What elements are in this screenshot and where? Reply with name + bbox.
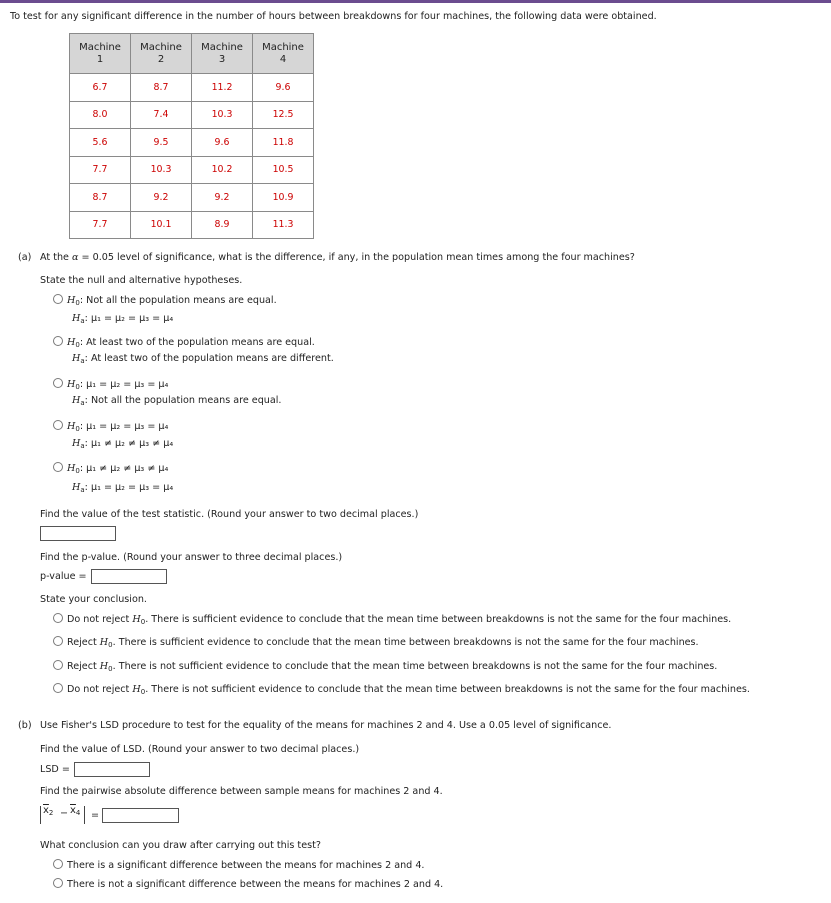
test-statistic-prompt: Find the value of the test statistic. (Round your answer to two decimal places.) (40, 509, 419, 520)
table-cell: 10.3 (192, 101, 253, 129)
table-row (70, 74, 314, 102)
table-cell: 8.7 (131, 74, 192, 102)
test-statistic-input[interactable] (40, 526, 116, 541)
table-cell: 11.3 (253, 211, 314, 239)
radio-button[interactable] (53, 378, 63, 388)
table-row (70, 101, 314, 129)
hypothesis-option-3[interactable]: $H_0$: μ₁ = μ₂ = μ₃ = μ₄ (53, 378, 168, 391)
radio-button[interactable] (53, 613, 63, 623)
intro-text: To test for any significant difference in the number of hours between breakdowns for four machines, the following data were obtained. (10, 11, 657, 22)
table-cell: 9.6 (192, 129, 253, 157)
radio-button[interactable] (53, 660, 63, 670)
table-cell: 9.5 (131, 129, 192, 157)
xbar-2: $\overline{x}_2$ (43, 805, 54, 817)
table-cell: 10.3 (131, 156, 192, 184)
table-row (70, 156, 314, 184)
machine-data-table (69, 33, 314, 239)
conclusion-option-3[interactable]: Reject $H_0$. There is not sufficient evidence to conclude that the mean time between breakdowns is not the same for the four machines. (53, 660, 717, 673)
part-b-question: Use Fisher's LSD procedure to test for the equality of the means for machines 2 and 4. Use a 0.05 level of significance. (40, 720, 612, 731)
conclusion-option-4[interactable]: Do not reject $H_0$. There is not sufficient evidence to conclude that the mean time between breakdowns is not the same for the four machines. (53, 683, 750, 696)
table-cell: 10.1 (131, 211, 192, 239)
xbar-4: $\overline{x}_4$ (70, 805, 81, 817)
table-cell: 12.5 (253, 101, 314, 129)
p-value-input[interactable] (91, 569, 167, 584)
table-cell: 10.9 (253, 184, 314, 212)
hypothesis-option-1-ha: $H_a$: μ₁ = μ₂ = μ₃ = μ₄ (72, 313, 174, 325)
table-cell: 10.5 (253, 156, 314, 184)
table-row (70, 184, 314, 212)
radio-button[interactable] (53, 683, 63, 693)
part-a-question: At the α = 0.05 level of significance, what is the difference, if any, in the population mean times among the four machines? (40, 252, 635, 263)
minus-sign: − (60, 808, 69, 819)
hypothesis-option-2-ha: $H_a$: At least two of the population means are different. (72, 353, 334, 365)
conclusion-option-2[interactable]: Reject $H_0$. There is sufficient evidence to conclude that the mean time between breakdowns is not the same for the four machines. (53, 636, 699, 649)
table-cell: 8.0 (70, 101, 131, 129)
table-cell: 9.2 (192, 184, 253, 212)
table-row (70, 129, 314, 157)
table-cell: 7.7 (70, 156, 131, 184)
conclusion-prompt: State your conclusion. (40, 594, 147, 605)
lsd-label: LSD = (40, 764, 70, 775)
p-value-label: p-value = (40, 571, 87, 582)
radio-button[interactable] (53, 462, 63, 472)
hypothesis-option-4-ha: $H_a$: μ₁ ≠ μ₂ ≠ μ₃ ≠ μ₄ (72, 438, 174, 450)
p-value-prompt: Find the p-value. (Round your answer to three decimal places.) (40, 552, 343, 563)
radio-button[interactable] (53, 294, 63, 304)
pairwise-prompt: Find the pairwise absolute difference between sample means for machines 2 and 4. (40, 786, 443, 797)
hypothesis-option-5-ha: $H_a$: μ₁ = μ₂ = μ₃ = μ₄ (72, 482, 174, 494)
table-cell: 11.2 (192, 74, 253, 102)
table-cell: 10.2 (192, 156, 253, 184)
top-accent-bar (0, 0, 831, 3)
conclusion-option-1[interactable]: Do not reject $H_0$. There is sufficient evidence to conclude that the mean time between breakdowns is not the same for the four machines. (53, 613, 731, 626)
table-header-machine-3: Machine 3 (192, 34, 253, 74)
hypothesis-option-4[interactable]: $H_0$: μ₁ = μ₂ = μ₃ = μ₄ (53, 420, 168, 433)
state-hypotheses-prompt: State the null and alternative hypotheses. (40, 275, 243, 286)
hypothesis-option-5[interactable]: $H_0$: μ₁ ≠ μ₂ ≠ μ₃ ≠ μ₄ (53, 462, 168, 475)
table-cell: 5.6 (70, 129, 131, 157)
part-b-label: (b) (18, 720, 32, 731)
radio-button[interactable] (53, 420, 63, 430)
pairwise-difference-input[interactable] (102, 808, 179, 823)
lsd-conclusion-option-2[interactable]: There is not a significant difference between the means for machines 2 and 4. (53, 878, 443, 890)
radio-button[interactable] (53, 636, 63, 646)
hypothesis-option-2[interactable]: $H_0$: At least two of the population means are equal. (53, 336, 315, 349)
lsd-conclusion-option-1[interactable]: There is a significant difference between the means for machines 2 and 4. (53, 859, 424, 871)
table-cell: 9.2 (131, 184, 192, 212)
hypothesis-option-1[interactable]: $H_0$: Not all the population means are equal. (53, 294, 277, 307)
table-cell: 6.7 (70, 74, 131, 102)
table-header-machine-2: Machine 2 (131, 34, 192, 74)
table-header-machine-4: Machine 4 (253, 34, 314, 74)
lsd-prompt: Find the value of LSD. (Round your answer to two decimal places.) (40, 744, 360, 755)
lsd-input[interactable] (74, 762, 150, 777)
table-cell: 8.7 (70, 184, 131, 212)
abs-bar-right (84, 806, 85, 824)
table-header-machine-1: Machine 1 (70, 34, 131, 74)
part-b-conclusion-prompt: What conclusion can you draw after carrying out this test? (40, 840, 321, 851)
equals-sign: = (91, 810, 100, 821)
radio-button[interactable] (53, 859, 63, 869)
radio-button[interactable] (53, 336, 63, 346)
abs-bar-left (40, 806, 41, 824)
table-cell: 8.9 (192, 211, 253, 239)
hypothesis-option-3-ha: $H_a$: Not all the population means are equal. (72, 395, 282, 407)
table-cell: 9.6 (253, 74, 314, 102)
table-row (70, 211, 314, 239)
radio-button[interactable] (53, 878, 63, 888)
part-a-label: (a) (18, 252, 32, 263)
table-cell: 7.4 (131, 101, 192, 129)
table-cell: 11.8 (253, 129, 314, 157)
table-cell: 7.7 (70, 211, 131, 239)
